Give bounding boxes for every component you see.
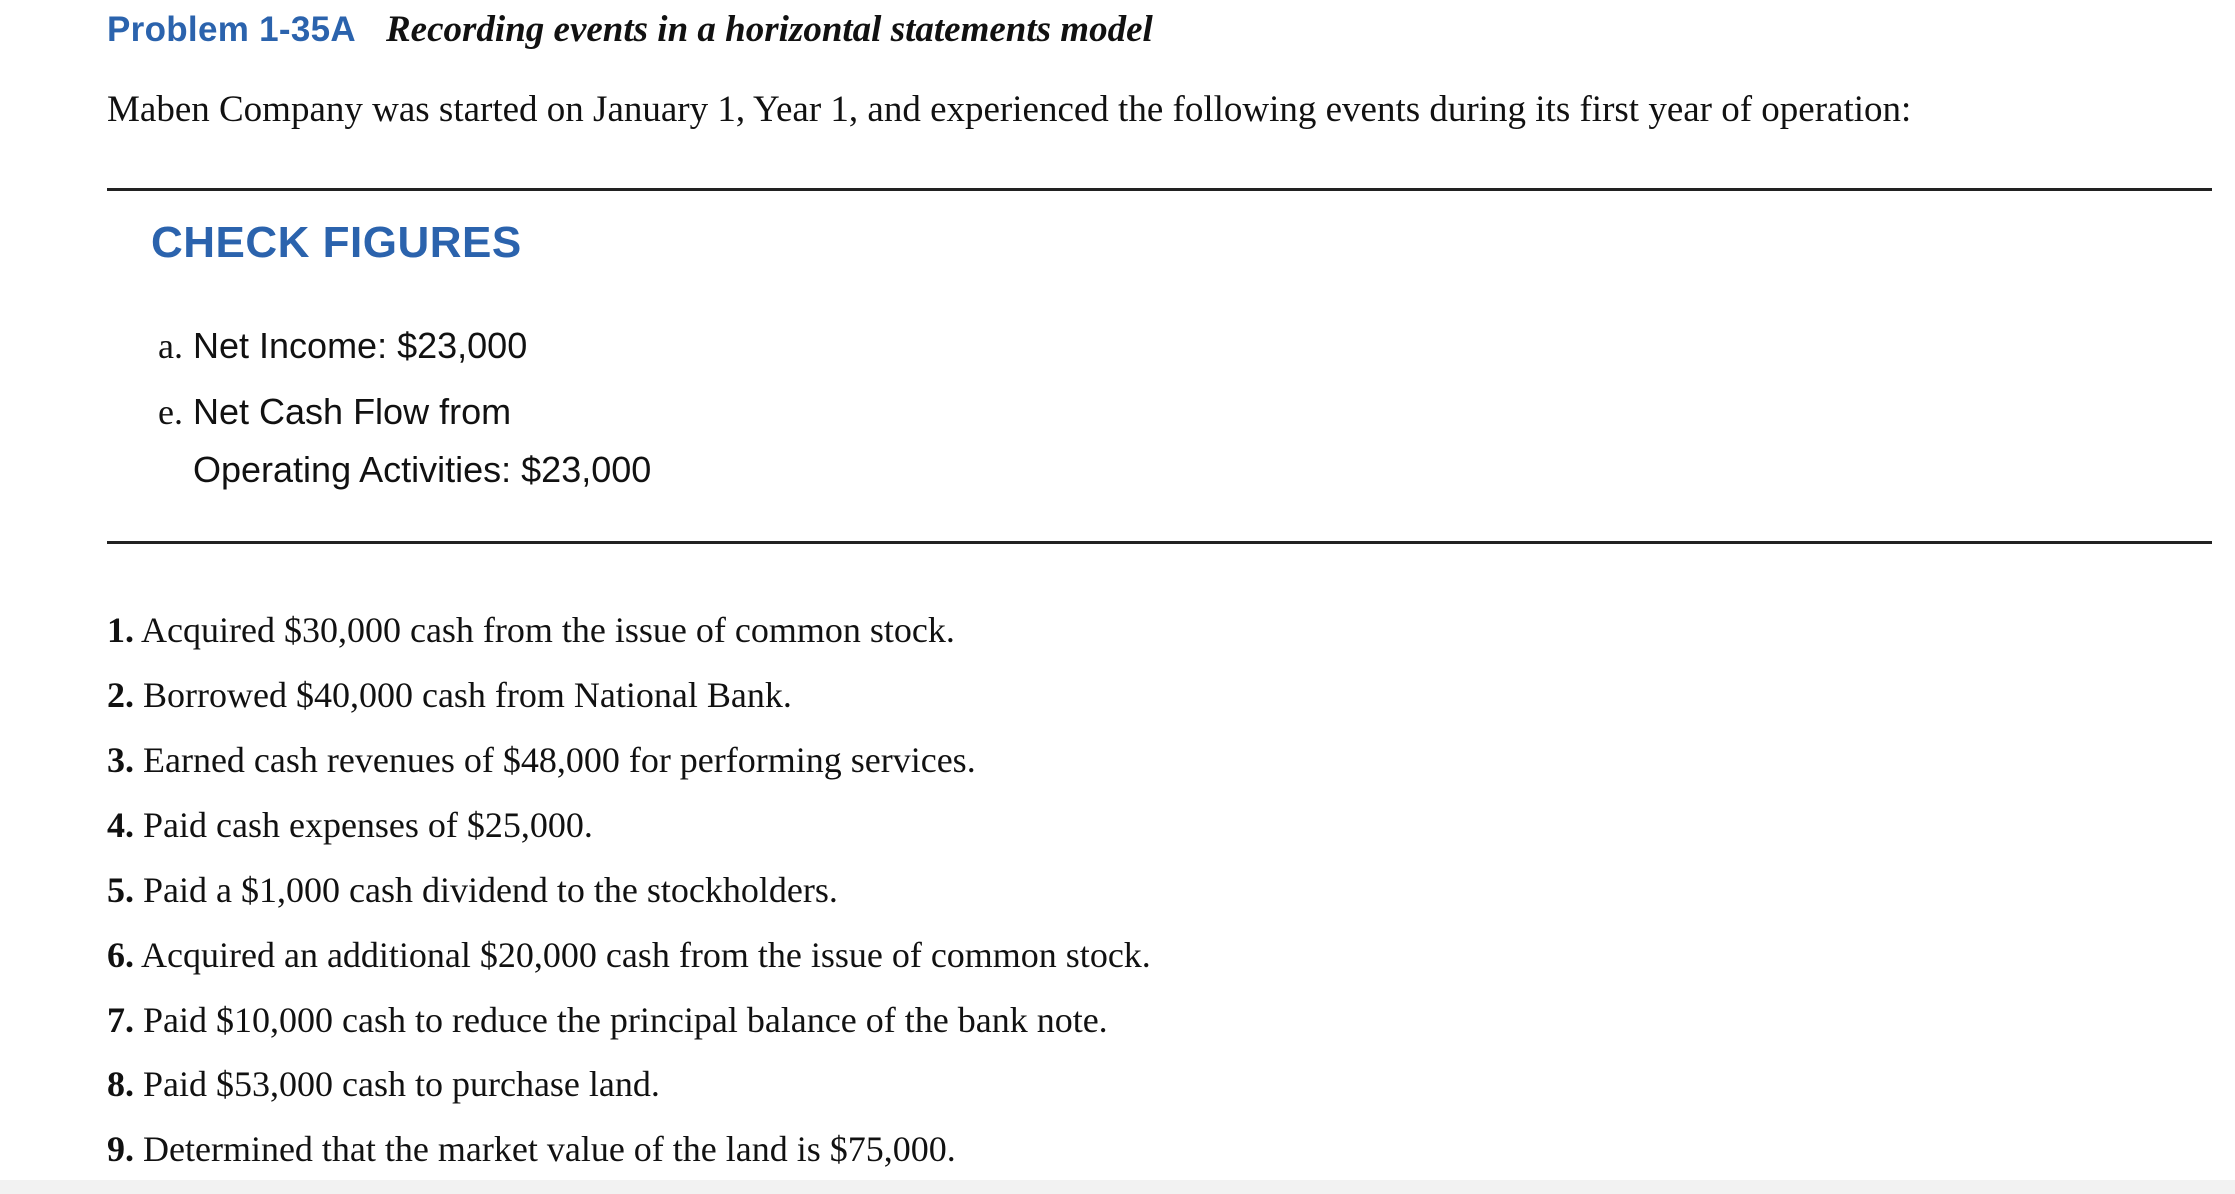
- event-item-3: [107, 739, 976, 781]
- check-figure-continuation: Operating Activities: $23,000: [193, 449, 652, 490]
- event-text: Earned cash revenues of $48,000 for performing services.: [143, 740, 976, 780]
- event-text: Acquired $30,000 cash from the issue of common stock.: [141, 610, 955, 650]
- check-figures-bottom-divider: [107, 541, 2212, 544]
- check-figure-item: [158, 391, 511, 433]
- check-figures-title: CHECK FIGURES: [151, 218, 522, 267]
- event-item-8: [107, 1063, 660, 1105]
- event-number: 8.: [107, 1064, 134, 1104]
- event-item-7: [107, 999, 1108, 1041]
- event-item-6: [107, 934, 1151, 976]
- check-figure-text: Net Income: $23,000: [193, 325, 528, 366]
- event-text: Paid a $1,000 cash dividend to the stockholders.: [143, 870, 838, 910]
- check-figure-item: [158, 325, 527, 367]
- problem-heading: [107, 8, 1153, 51]
- event-item-2: [107, 674, 792, 716]
- event-number: 5.: [107, 870, 134, 910]
- event-number: 3.: [107, 740, 134, 780]
- event-number: 4.: [107, 805, 134, 845]
- event-number: 9.: [107, 1129, 134, 1169]
- bottom-edge-strip: [0, 1180, 2235, 1194]
- event-item-9: [107, 1128, 956, 1170]
- check-figure-letter: e.: [158, 392, 183, 432]
- event-text: Paid $10,000 cash to reduce the principal balance of the bank note.: [143, 1000, 1108, 1040]
- event-number: 1.: [107, 610, 134, 650]
- problem-intro: Maben Company was started on January 1, Year 1, and experienced the following events during its first year of operation:: [107, 89, 1912, 130]
- event-text: Acquired an additional $20,000 cash from the issue of common stock.: [141, 935, 1151, 975]
- event-text: Paid cash expenses of $25,000.: [143, 805, 593, 845]
- event-number: 2.: [107, 675, 134, 715]
- event-text: Borrowed $40,000 cash from National Bank.: [143, 675, 792, 715]
- event-item-5: [107, 869, 838, 911]
- check-figure-letter: a.: [158, 326, 183, 366]
- event-text: Paid $53,000 cash to purchase land.: [143, 1064, 660, 1104]
- event-number: 7.: [107, 1000, 134, 1040]
- problem-title: Recording events in a horizontal statements model: [386, 9, 1153, 50]
- event-text: Determined that the market value of the land is $75,000.: [143, 1129, 956, 1169]
- check-figures-top-divider: [107, 188, 2212, 191]
- event-number: 6.: [107, 935, 134, 975]
- problem-number: Problem 1-35A: [107, 10, 356, 49]
- check-figure-text: Net Cash Flow from: [193, 391, 512, 432]
- event-item-4: [107, 804, 593, 846]
- event-item-1: [107, 609, 955, 651]
